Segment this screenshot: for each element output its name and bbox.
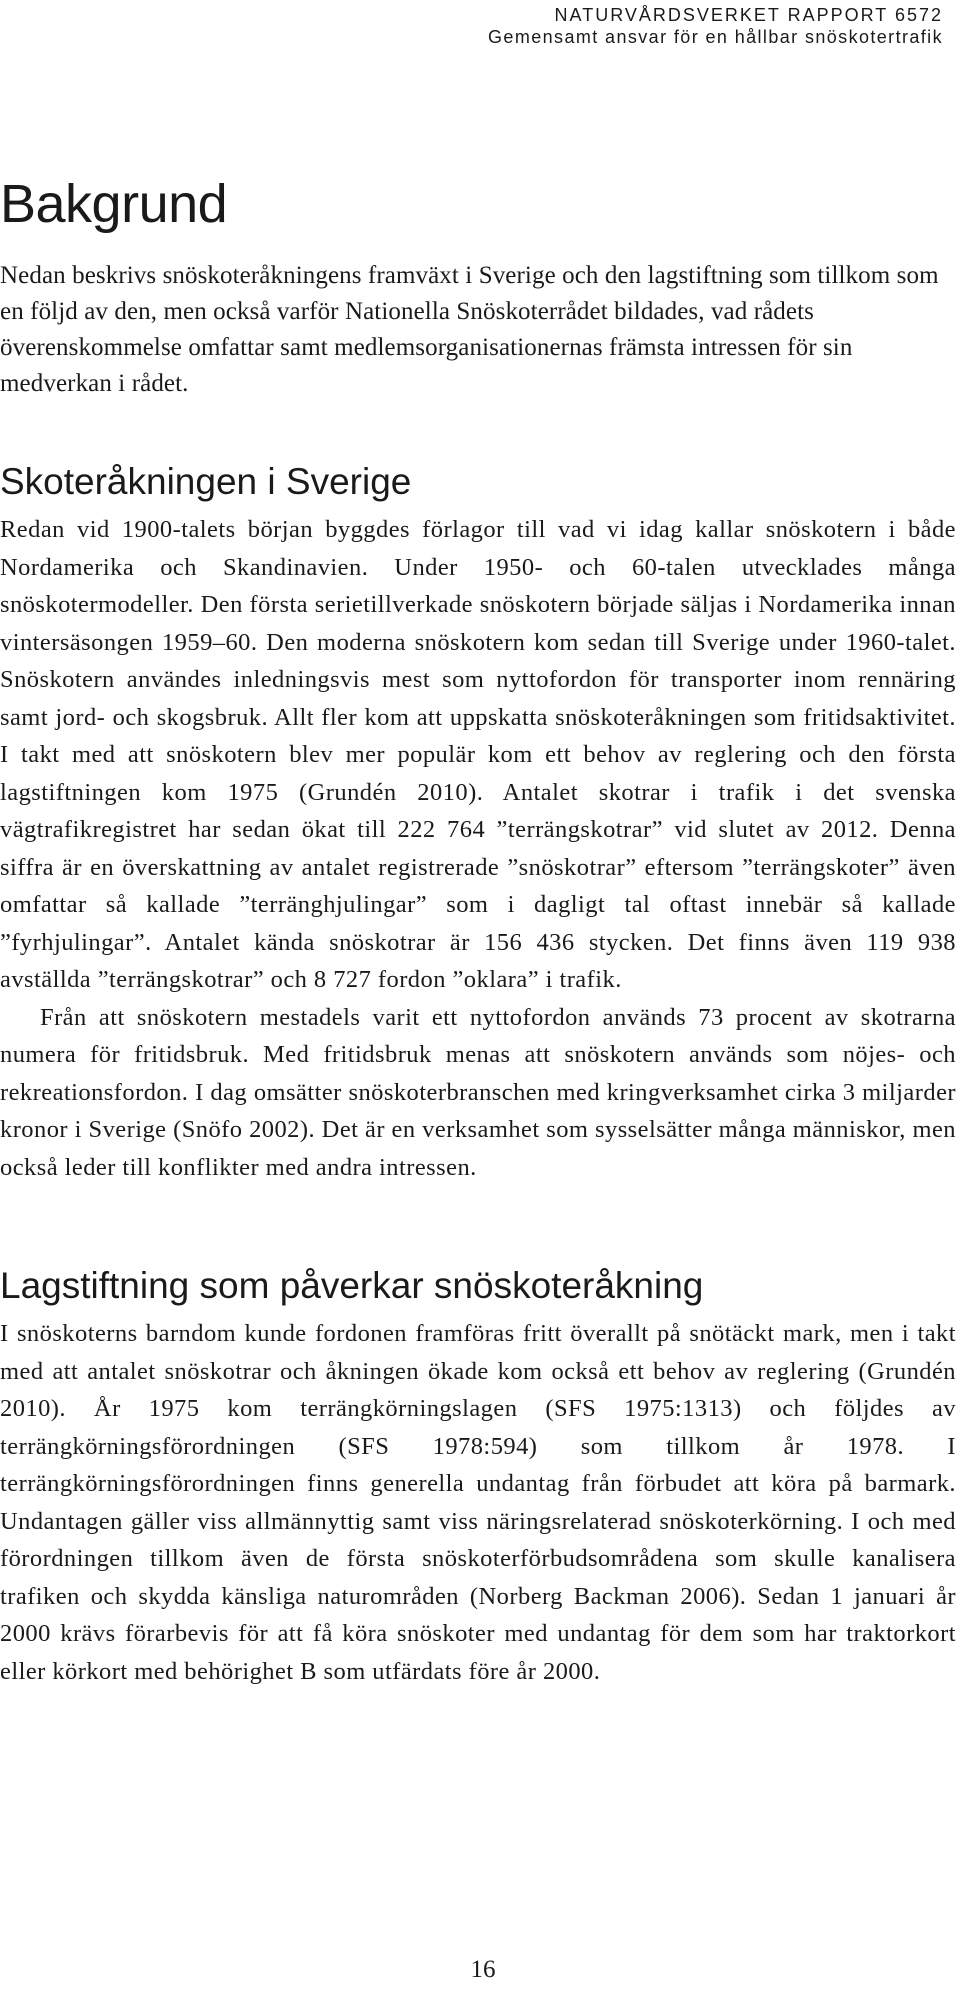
report-subtitle: Gemensamt ansvar för en hållbar snöskotertrafik [488, 27, 943, 47]
report-number: NATURVÅRDSVERKET RAPPORT 6572 [554, 5, 943, 25]
body-paragraph: Redan vid 1900-talets början byggdes förlagor till vad vi idag kallar snöskotern i både Nordamerika och Skandinavien. Under 1950- och 60-talen utvecklades många snöskotermodeller. Den första serietillverkade snöskotern började säljas i Nordamerika innan vintersäsongen 1959–60. Den moderna snöskotern kom sedan till Sverige under 1960-talet. Snöskotern användes inledningsvis mest som nyttofordon för transporter inom rennäring samt jord- och skogsbruk. Allt fler kom att uppskatta snöskoteråkningen som fritidsaktivitet. I takt med att snöskotern blev mer populär kom ett behov av reglering och den första lagstiftningen kom 1975 (Grundén 2010). Antalet skotrar i trafik i det svenska vägtrafikregistret har sedan ökat till 222 764 ”terrängskotrar” vid slutet av 2012. Denna siffra är en överskattning av antalet registrerade ”snöskotrar” eftersom ”terrängskoter” även omfattar så kallade ”terränghjulingar” som i dagligt tal oftast innebär så kallade ”fyrhjulingar”. Antalet kända snöskotrar är 156 436 stycken. Det finns även 119 938 avställda ”terrängskotrar” och 8 727 fordon ”oklara” i trafik. [0, 516, 956, 993]
body-paragraph: I snöskoterns barndom kunde fordonen framföras fritt överallt på snötäckt mark, men i takt med att antalet snöskotrar och åkningen ökade kom också ett behov av reglering (Grundén 2010). År 1975 kom terrängkörningslagen (SFS 1975:1313) och följdes av terrängkörningsförordningen (SFS 1978:594) som tillkom år 1978. I terrängkörningsförordningen finns generella undantag från förbudet att köra på barmark. Undantagen gäller viss allmännyttig samt viss näringsrelaterad snöskoterkörning. I och med förordningen tillkom även de första snöskoterförbudsområdena som skulle kanalisera trafiken och skydda känsliga naturområden (Norberg Backman 2006). Sedan 1 januari år 2000 krävs förarbevis för att få köra snöskoter med undantag för dem som har traktorkort eller körkort med behörighet B som utfärdats före år 2000. [0, 1320, 956, 1685]
running-header [488, 4, 943, 48]
section-heading-skoterakning: Skoteråkningen i Sverige [0, 461, 412, 502]
main-content [0, 174, 956, 1690]
page-number: 16 [470, 1956, 496, 1983]
intro-paragraph: Nedan beskrivs snöskoteråkningens framväxt i Sverige och den lagstiftning som tillkom som en följd av den, men också varför Nationella Snöskoterrådet bildades, vad rådets överenskommelse omfattar samt medlemsorganisationernas främsta intressen för sin medverkan i rådet. [0, 262, 939, 397]
chapter-title: Bakgrund [0, 174, 228, 234]
body-paragraph: Från att snöskotern mestadels varit ett nyttofordon används 73 procent av skotrarna numera för fritidsbruk. Med fritidsbruk menas att snöskotern används som nöjes- och rekreationsfordon. I dag omsätter snöskoterbranschen med kringverksamhet cirka 3 miljarder kronor i Sverige (Snöfo 2002). Det är en verksamhet som sysselsätter många människor, men också leder till konflikter med andra intressen. [0, 1003, 956, 1181]
section-heading-lagstiftning: Lagstiftning som påverkar snöskoteråkning [0, 1265, 704, 1306]
